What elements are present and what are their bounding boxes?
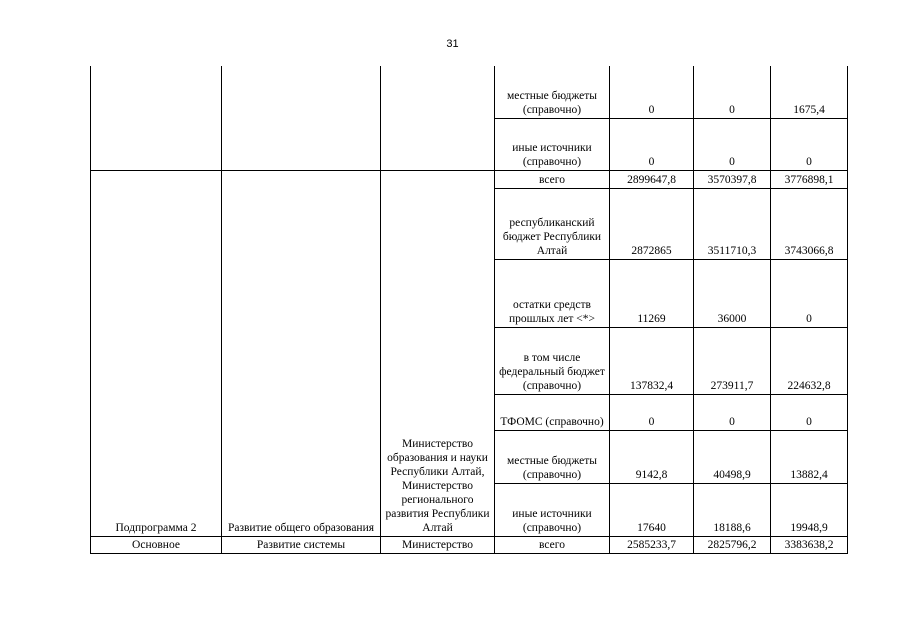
source-cell: иные источники (справочно) [495,118,610,170]
page-number: 31 [446,38,459,50]
source-cell: республиканский бюджет Республики Алтай [495,188,610,259]
value-cell: 0 [694,394,771,430]
value-cell: 0 [771,118,848,170]
value-cell: 0 [771,259,848,327]
table-row [91,536,848,553]
value-cell: 36000 [694,259,771,327]
value-cell: 3743066,8 [771,188,848,259]
value-cell: 2899647,8 [610,170,694,188]
subprogram-name: Развитие общего образования [222,170,381,536]
source-cell: ТФОМС (справочно) [495,394,610,430]
table-row [91,170,848,188]
value-cell: 2825796,2 [694,536,771,553]
measure-label: Основное [91,536,222,553]
value-cell: 224632,8 [771,327,848,394]
value-cell: 40498,9 [694,430,771,483]
value-cell: 18188,6 [694,483,771,536]
value-cell: 137832,4 [610,327,694,394]
value-cell: 0 [610,394,694,430]
subprogram-label: Подпрограмма 2 [91,170,222,536]
source-cell: всего [495,170,610,188]
value-cell: 9142,8 [610,430,694,483]
executor-cell: Министерство образования и науки Республики Алтай, Министерство регионального развития Республики Алтай [381,170,495,536]
empty-cell [222,66,381,170]
value-cell: 0 [771,394,848,430]
value-cell: 3776898,1 [771,170,848,188]
budget-table [90,66,848,554]
source-cell: всего [495,536,610,553]
measure-name: Развитие системы [222,536,381,553]
value-cell: 17640 [610,483,694,536]
source-cell: местные бюджеты (справочно) [495,66,610,118]
source-cell: в том числе федеральный бюджет (справочно) [495,327,610,394]
value-cell: 2872865 [610,188,694,259]
value-cell: 273911,7 [694,327,771,394]
executor-cell: Министерство [381,536,495,553]
value-cell: 13882,4 [771,430,848,483]
empty-cell [91,66,222,170]
value-cell: 1675,4 [771,66,848,118]
source-cell: местные бюджеты (справочно) [495,430,610,483]
value-cell: 0 [610,118,694,170]
source-cell: иные источники (справочно) [495,483,610,536]
value-cell: 11269 [610,259,694,327]
value-cell: 3570397,8 [694,170,771,188]
value-cell: 2585233,7 [610,536,694,553]
value-cell: 3511710,3 [694,188,771,259]
empty-cell [381,66,495,170]
value-cell: 0 [610,66,694,118]
value-cell: 19948,9 [771,483,848,536]
value-cell: 3383638,2 [771,536,848,553]
table-row [91,66,848,118]
value-cell: 0 [694,66,771,118]
value-cell: 0 [694,118,771,170]
source-cell: остатки средств прошлых лет <*> [495,259,610,327]
